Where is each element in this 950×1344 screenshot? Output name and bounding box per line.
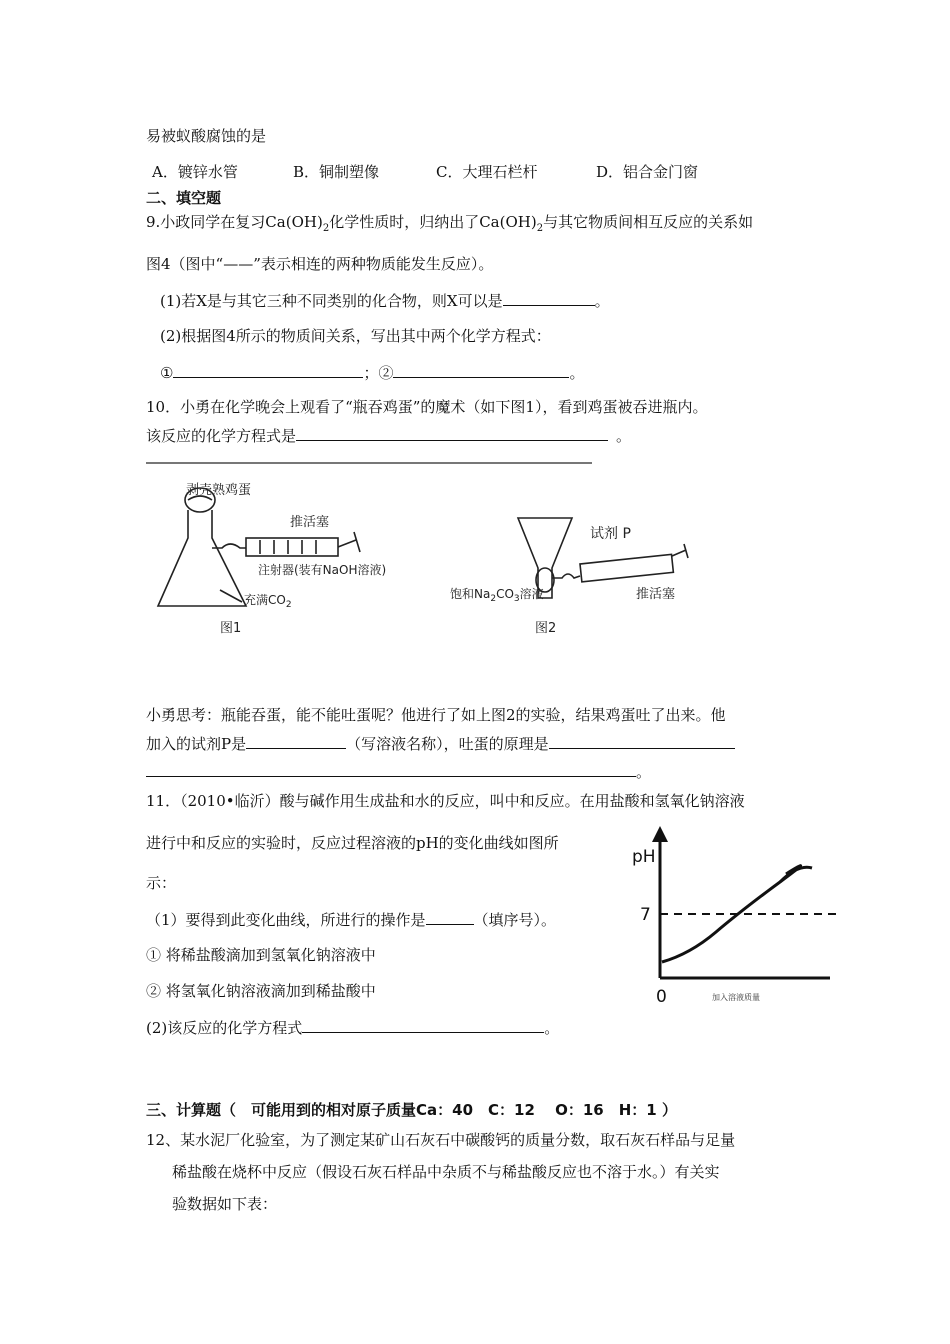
flask-icon: [158, 510, 246, 606]
q12-line-2: 稀盐酸在烧杯中反应（假设石灰石样品中杂质不与稀盐酸反应也不溶于水。）有关实: [172, 1163, 720, 1181]
answer-blank[interactable]: [246, 733, 346, 749]
q9-part-2: (2)根据图4所示的物质间关系，写出其中两个化学方程式：: [160, 327, 551, 345]
fig1-caption: 图1: [220, 621, 242, 636]
fig2-push-label: 推活塞: [636, 587, 676, 602]
q12-line-3: 验数据如下表：: [172, 1195, 278, 1213]
fig1-push-label: 推活塞: [290, 515, 330, 530]
q8-stem: 易被蚁酸腐蚀的是: [146, 127, 267, 145]
q8-option-b: B．铜制塑像: [293, 163, 380, 181]
q9-line-2: 图4（图中“——”表示相连的两种物质能发生反应）。: [146, 255, 494, 273]
figure-1: [158, 488, 360, 606]
answer-blank[interactable]: [393, 362, 569, 378]
q10-line-5: 。: [146, 761, 651, 782]
origin-label: 0: [656, 987, 667, 1007]
answer-blank[interactable]: [146, 761, 636, 777]
q8-option-c: C．大理石栏杆: [436, 163, 538, 181]
q10-line-2: 该反应的化学方程式是 。: [146, 427, 632, 445]
q11-part-2: (2)该反应的化学方程式 。: [146, 1019, 560, 1037]
q9-equations: ① ；② 。: [160, 364, 585, 382]
answer-blank[interactable]: [426, 909, 474, 925]
scan-artifact-line: [146, 462, 592, 464]
q9-part-1: (1)若X是与其它三种不同类别的化合物，则X可以是 。: [160, 292, 610, 310]
egg-experiment-figures: [150, 470, 710, 650]
q10-line-4: 加入的试剂P是 （写溶液名称），吐蛋的原理是: [146, 733, 735, 754]
fig1-co2-label: 充满$CO_2$: [244, 593, 292, 610]
q11-option-1: ① 将稀盐酸滴加到氢氧化钠溶液中: [146, 946, 376, 964]
syringe-icon: [580, 554, 673, 582]
fig2-reagent-label: 试剂 P: [590, 526, 631, 542]
q8-option-a: A．镀锌水管: [152, 163, 238, 181]
fig1-egg-label: 剥壳熟鸡蛋: [186, 483, 252, 498]
answer-blank[interactable]: [173, 362, 363, 378]
q11-line-1: 11．（2010•临沂）酸与碱作用生成盐和水的反应，叫中和反应。在用盐酸和氢氧化钠溶液: [146, 792, 745, 810]
answer-blank[interactable]: [296, 425, 608, 441]
answer-blank[interactable]: [503, 290, 595, 306]
answer-blank[interactable]: [549, 733, 735, 749]
q10-line-3: 小勇思考：瓶能吞蛋，能不能吐蛋呢？他进行了如上图2的实验，结果鸡蛋吐了出来。他: [146, 706, 726, 724]
y-tick-7: 7: [640, 905, 651, 925]
q11-part-1: （1）要得到此变化曲线，所进行的操作是 （填序号）。: [146, 911, 557, 929]
fig2-caption: 图2: [535, 621, 557, 636]
x-axis-label: 加入溶液质量: [712, 993, 760, 1002]
y-axis-label: pH: [632, 847, 656, 867]
q11-line-2: 进行中和反应的实验时，反应过程溶液的pH的变化曲线如图所: [146, 834, 559, 852]
section-3-title: 三、计算题（ 可能用到的相对原子质量Ca：40 C：12 O：16 H：1 ）: [146, 1101, 677, 1119]
answer-blank[interactable]: [302, 1017, 544, 1033]
q9-line-1: 9.小政同学在复习$Ca(OH)_2$化学性质时，归纳出了$Ca(OH)_2$与其它物质间相互反应的关系如: [146, 213, 754, 234]
q11-option-2: ② 将氢氧化钠溶液滴加到稀盐酸中: [146, 982, 376, 1000]
fig1-syringe-label: 注射器(装有NaOH溶液): [258, 563, 387, 577]
q11-line-3: 示：: [146, 874, 177, 892]
section-2-title: 二、填空题: [146, 189, 222, 207]
q10-line-1: 10．小勇在化学晚会上观看了“瓶吞鸡蛋”的魔术（如下图1），看到鸡蛋被吞进瓶内。: [146, 398, 708, 416]
y-axis-arrow: [652, 826, 668, 842]
ph-curve-chart: [620, 820, 850, 1020]
q8-option-d: D．铝合金门窗: [596, 163, 699, 181]
q12-line-1: 12、某水泥厂化验室，为了测定某矿山石灰石中碳酸钙的质量分数，取石灰石样品与足量: [146, 1131, 736, 1149]
inverted-bottle-icon: [518, 518, 572, 598]
fig2-solution-label: 饱和$Na_2CO_3$溶液: [450, 587, 544, 604]
